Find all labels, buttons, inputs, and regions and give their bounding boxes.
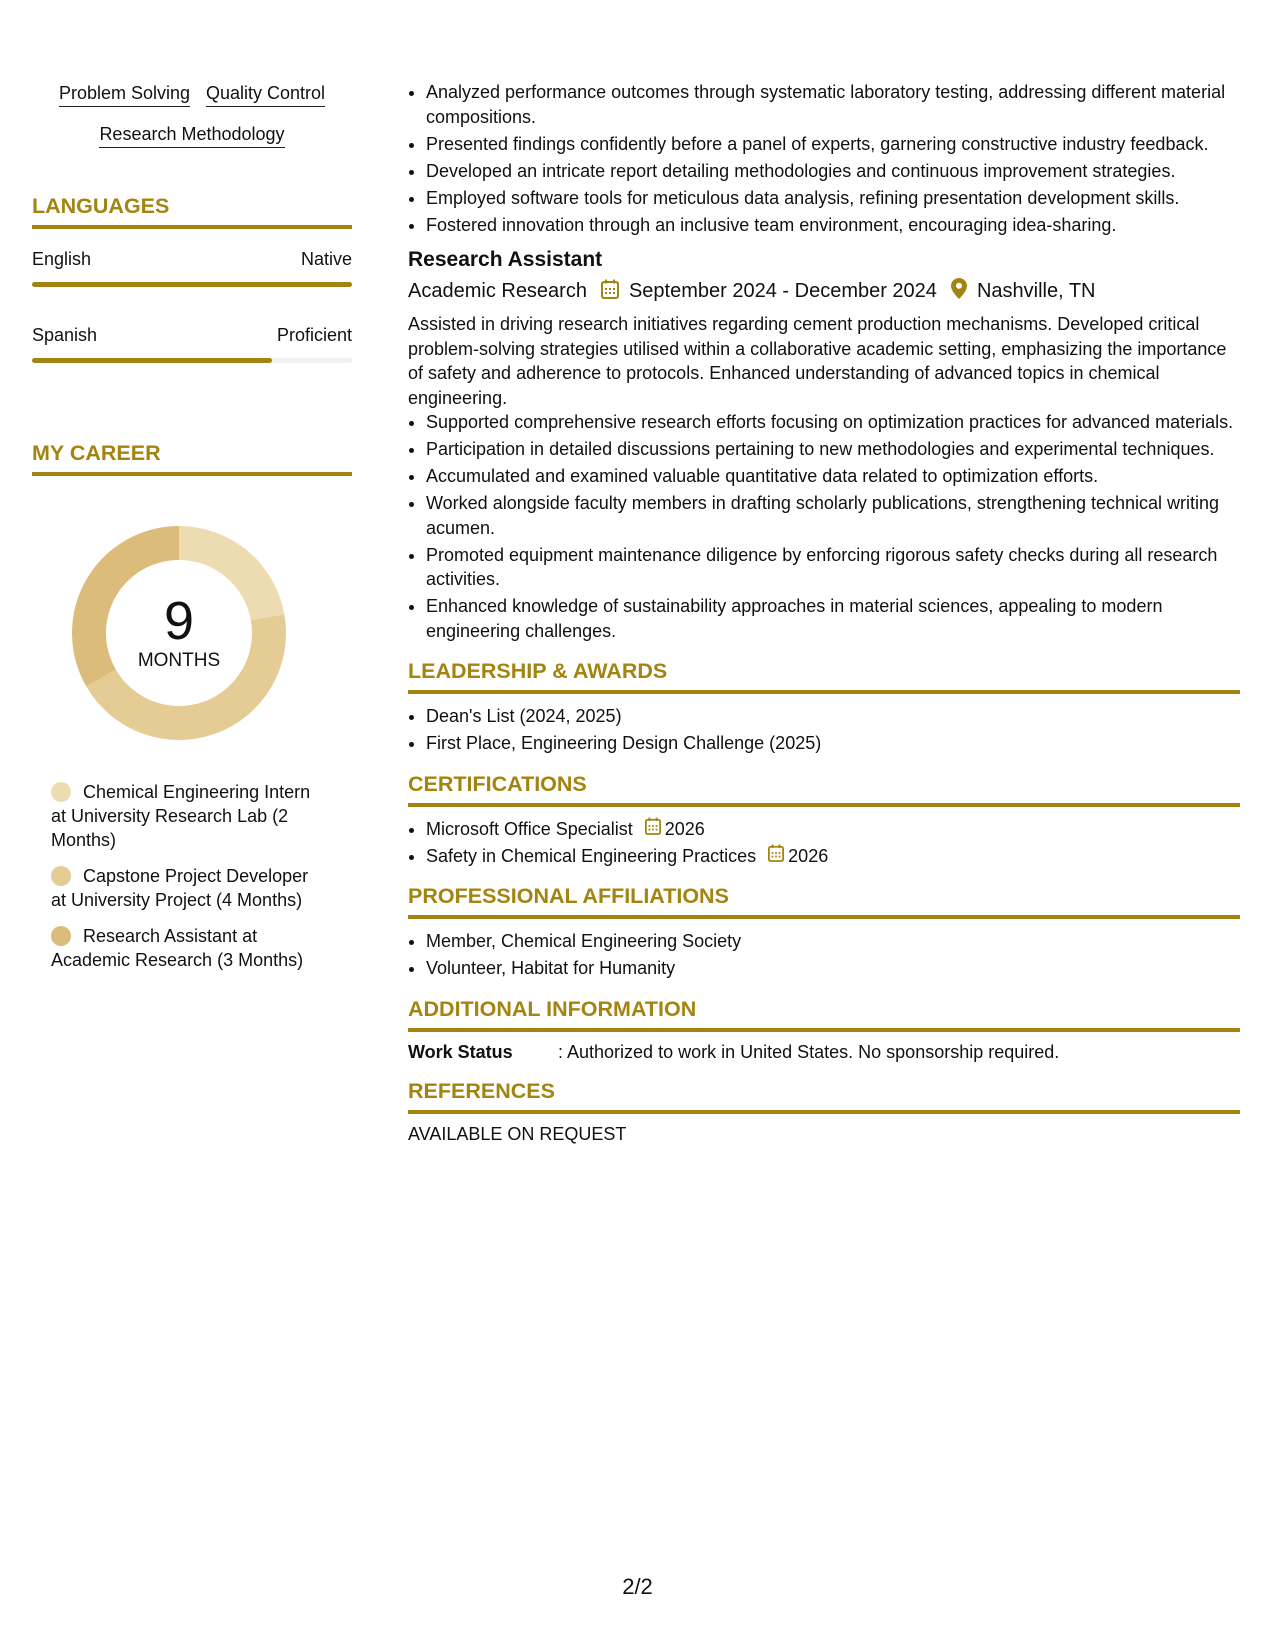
certification-item [426,844,1240,869]
skills-list [32,84,352,166]
language-bar [32,282,352,287]
career-total-number: 9 [163,591,195,651]
calendar-icon [645,817,661,842]
certification-item [426,817,1240,842]
affiliations-list [408,929,1240,981]
certification-name: • Microsoft Office Specialist [426,818,633,839]
certifications-heading: CERTIFICATIONS [408,772,1240,807]
skill-tag: Research Methodology [99,125,284,148]
right-column [408,80,1240,1145]
job-company: Academic Research [408,280,587,302]
calendar-icon [601,279,619,305]
work-status-label: Work Status [408,1041,513,1062]
skill-tag: Quality Control [206,84,325,107]
calendar-icon [768,844,784,869]
references-heading: REFERENCES [408,1079,1240,1114]
list-item: • First Place, Engineering Design Challenge (2025) [426,731,1240,756]
languages-heading: LANGUAGES [32,194,352,229]
left-column [32,84,352,984]
certifications-list [408,817,1240,869]
career-legend [51,780,321,972]
career-total-unit: MONTHS [137,650,221,671]
language-name: Spanish [32,325,98,345]
certification-year: 2026 [664,818,705,839]
job-title: Research Assistant [408,248,603,271]
work-status-value: : Authorized to work in United States. No sponsorship required. [558,1041,1060,1062]
language-level: Native [300,249,352,269]
list-item: • Analyzed performance outcomes through systematic laboratory testing, addressing different material compositions. [426,80,1240,129]
career-legend-item [51,780,321,852]
skill-tag: Problem Solving [59,84,190,107]
job-summary: Assisted in driving research initiatives regarding cement production mechanisms. Developed critical problem-solving strategies utilised within a collaborative academic setting, emphasizing the importance of safety and adherence to protocols. Enhanced understanding of advanced topics in chemical engineering. [408,314,1227,408]
legend-label: Chemical Engineering Intern at University Research Lab (2 Months) [51,782,311,850]
list-item: • Presented findings confidently before a panel of experts, garnering constructive industry feedback. [426,132,1240,157]
certification-name: • Safety in Chemical Engineering Practices [426,845,757,866]
list-item: • Accumulated and examined valuable quantitative data related to optimization efforts. [426,464,1240,489]
list-item: • Promoted equipment maintenance diligence by enforcing rigorous safety checks during all research activities. [426,543,1240,592]
list-item: • Developed an intricate report detailing methodologies and continuous improvement strategies. [426,159,1240,184]
references-text: AVAILABLE ON REQUEST [408,1123,627,1144]
language-item [32,325,352,363]
page-number: 2/2 [622,1574,653,1599]
leadership-list [408,704,1240,756]
legend-label: Research Assistant at Academic Research (3 Months) [51,926,304,970]
legend-dot [51,782,71,802]
list-item: • Fostered innovation through an inclusive team environment, encouraging idea-sharing. [426,213,1240,238]
additional-info-row [408,1042,1240,1063]
list-item: • Dean's List (2024, 2025) [426,704,1240,729]
list-item: • Employed software tools for meticulous data analysis, refining presentation development skills. [426,186,1240,211]
language-bar [32,358,352,363]
list-item: • Enhanced knowledge of sustainability approaches in material sciences, appealing to modern engineering challenges. [426,594,1240,643]
certification-year: 2026 [788,845,829,866]
list-item: • Worked alongside faculty members in drafting scholarly publications, strengthening technical writing acumen. [426,491,1240,540]
career-heading: MY CAREER [32,441,352,476]
career-legend-item [51,924,321,972]
job-dates: September 2024 - December 2024 [628,280,937,302]
list-item: • Volunteer, Habitat for Humanity [426,956,1240,981]
job-bullets [408,410,1240,643]
job-meta [408,278,1240,305]
career-donut [66,520,292,746]
additional-info-heading: ADDITIONAL INFORMATION [408,997,1240,1032]
leadership-heading: LEADERSHIP & AWARDS [408,659,1240,694]
language-level: Proficient [276,325,352,345]
list-item: • Supported comprehensive research efforts focusing on optimization practices for advanced materials. [426,410,1240,435]
legend-dot [51,866,71,886]
job-location: Nashville, TN [976,280,1096,302]
previous-job-bullets [408,80,1240,237]
list-item: • Participation in detailed discussions pertaining to new methodologies and experimental techniques. [426,437,1240,462]
language-name: English [32,249,92,269]
list-item: • Member, Chemical Engineering Society [426,929,1240,954]
affiliations-heading: PROFESSIONAL AFFILIATIONS [408,884,1240,919]
language-item [32,249,352,287]
languages-list [32,249,352,363]
language-bar-fill [32,282,352,287]
career-legend-item [51,864,321,912]
legend-dot [51,926,71,946]
language-bar-fill [32,358,272,363]
legend-label: Capstone Project Developer at University Project (4 Months) [51,866,309,910]
map-pin-icon [951,278,967,305]
